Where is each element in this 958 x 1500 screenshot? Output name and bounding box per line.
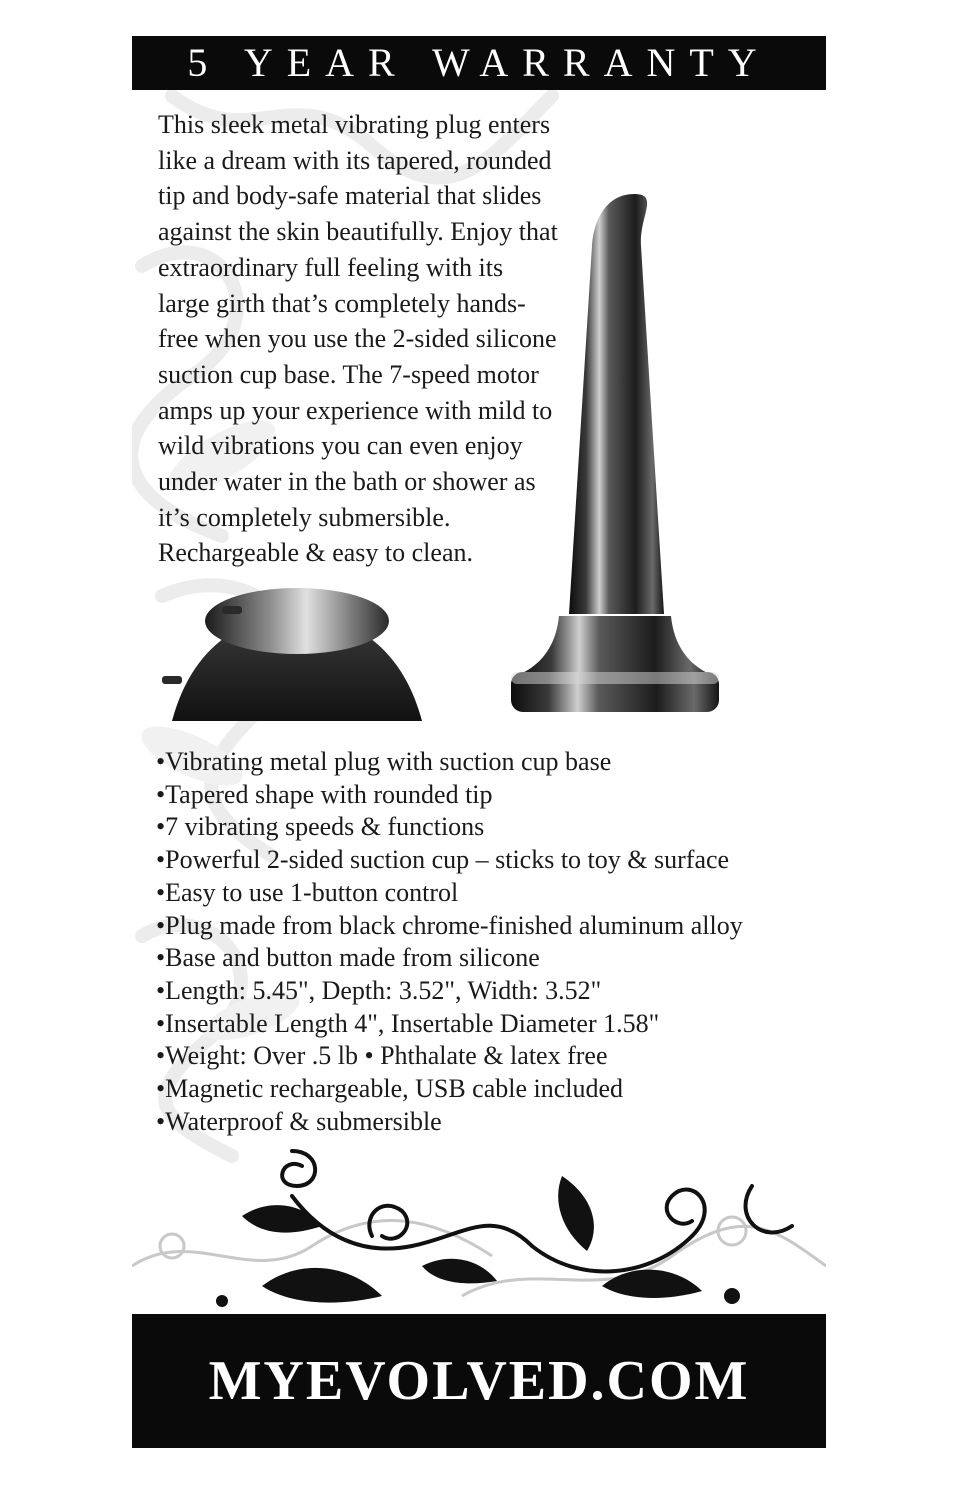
product-card: [132, 36, 826, 1448]
feature-item: • Plug made from black chrome-finished aluminum alloy: [156, 910, 826, 943]
floral-flourish-decoration: [132, 1136, 826, 1316]
website-banner[interactable]: MYEVOLVED.COM: [132, 1314, 826, 1448]
warranty-banner: 5 YEAR WARRANTY: [132, 36, 826, 90]
feature-item: • Vibrating metal plug with suction cup base: [156, 746, 826, 779]
description-text: This sleek metal vibrating plug enters like a dream with its tapered, rounded tip and body-safe material that slides against the skin beautifully. Enjoy that extraordinary full feeling with its large girth that’s completely hands-free when you use the 2-sided silicone suction cup base. The 7-speed motor amps up your experience with mild to wild vibrations you can even enjoy under water in the bath or shower as it’s completely submersible. Rechargeable & easy to clean.: [158, 110, 558, 568]
feature-item: • Easy to use 1-button control: [156, 877, 826, 910]
feature-item: • Waterproof & submersible: [156, 1106, 826, 1139]
suction-cup-base-image: [162, 588, 422, 721]
feature-item: • Magnetic rechargeable, USB cable included: [156, 1073, 826, 1106]
feature-item: • 7 vibrating speeds & functions: [156, 811, 826, 844]
feature-item: • Powerful 2-sided suction cup – sticks to toy & surface: [156, 844, 826, 877]
feature-item: • Insertable Length 4", Insertable Diameter 1.58": [156, 1008, 826, 1041]
feature-item: • Tapered shape with rounded tip: [156, 779, 826, 812]
feature-list: [156, 746, 826, 1138]
feature-item: • Weight: Over .5 lb • Phthalate & latex free: [156, 1040, 826, 1073]
feature-item: • Length: 5.45", Depth: 3.52", Width: 3.52": [156, 975, 826, 1008]
metal-plug-image: [511, 194, 719, 712]
product-image: [132, 176, 826, 736]
feature-item: • Base and button made from silicone: [156, 942, 826, 975]
